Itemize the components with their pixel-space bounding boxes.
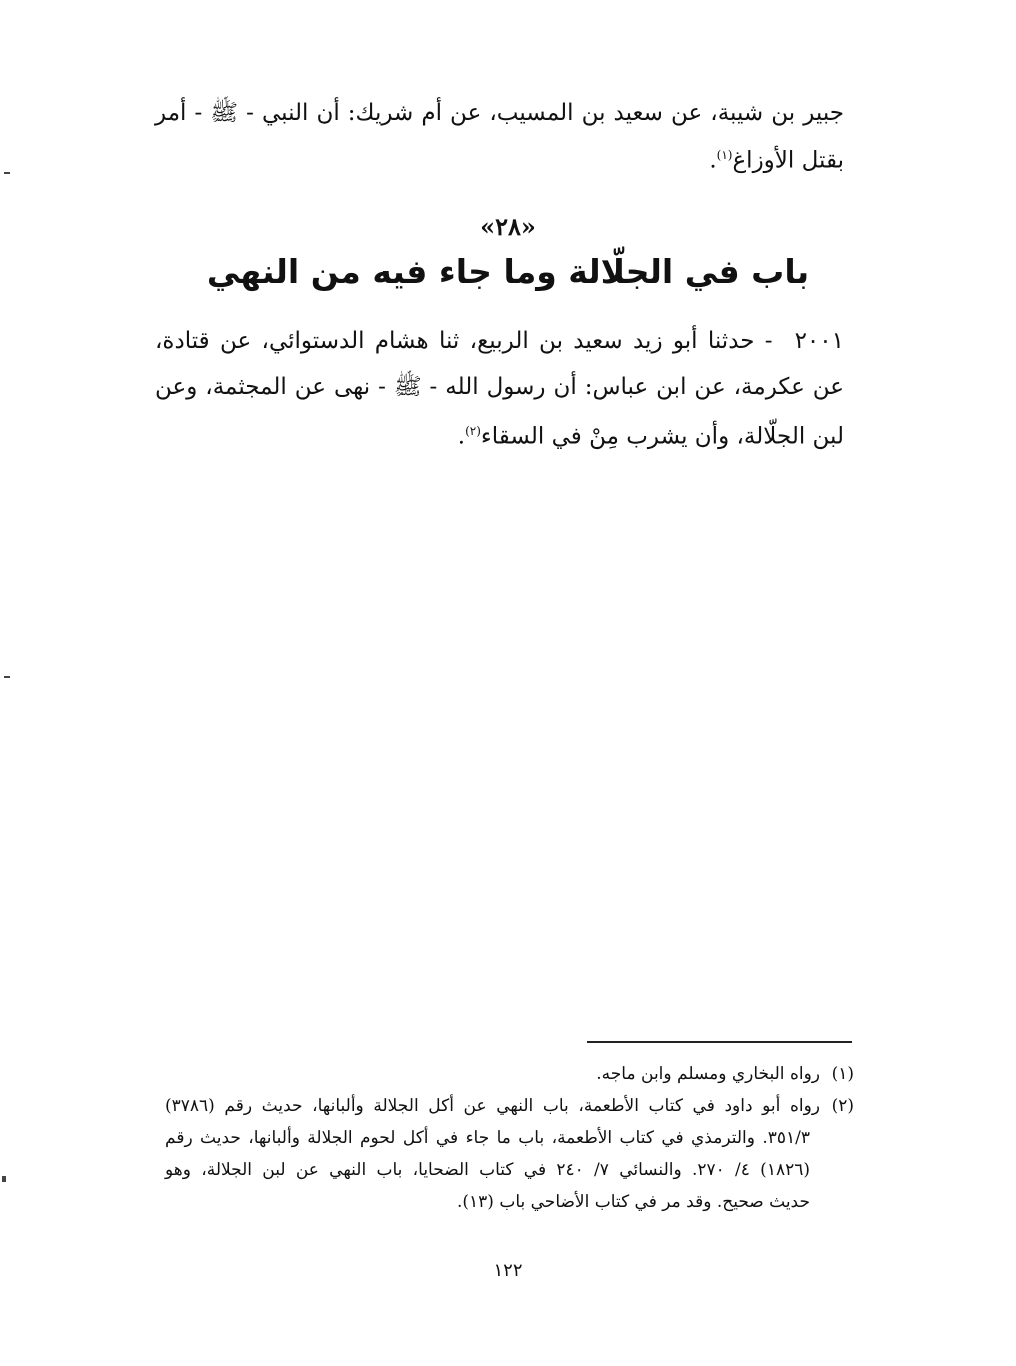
footnote-1-text: رواه البخاري ومسلم وابن ماجه. bbox=[596, 1064, 820, 1084]
footnote-separator bbox=[587, 1041, 852, 1043]
hadith-line-3: لبن الجلّالة، وأن يشرب مِنْ في السقاء$^{(٢)}$. bbox=[457, 423, 844, 450]
hadith-line-1: ٢٠٠١- حدثنا أبو زيد سعيد بن الربيع، ثنا هشام الدستوائي، عن قتادة، bbox=[155, 328, 844, 354]
hadith-line-2: عن عكرمة، عن ابن عباس: أن رسول الله - ﷺ - نهى عن المجثمة، وعن bbox=[155, 374, 844, 400]
scan-edge-mark bbox=[2, 1176, 6, 1182]
footnote-2-line-2: ٣٥١/٣. والترمذي في كتاب الأطعمة، باب ما جاء في أكل لحوم الجلالة وألبانها، حديث رقم bbox=[165, 1128, 810, 1148]
carryover-line-2: بقتل الأوزاغ$^{(١)}$. bbox=[709, 147, 844, 174]
footnote-1 bbox=[596, 1063, 854, 1085]
page-number: ١٢٢ bbox=[493, 1260, 523, 1281]
footnote-ref-2[interactable]: (٢) bbox=[465, 424, 481, 438]
footnote-2-line-1: (٢)رواه أبو داود في كتاب الأطعمة، باب النهي عن أكل الجلالة وألبانها، حديث رقم (٣٧٨٦) bbox=[165, 1096, 854, 1116]
footnote-2-line-3: (١٨٢٦) ٤/ ٢٧٠. والنسائي ٧/ ٢٤٠ في كتاب الضحايا، باب النهي عن لبن الجلالة، وهو bbox=[165, 1160, 810, 1180]
scan-edge-mark bbox=[4, 676, 10, 678]
scan-edge-mark bbox=[4, 172, 10, 174]
chapter-number: «٢٨» bbox=[480, 212, 536, 241]
carryover-line-1: جبير بن شيبة، عن سعيد بن المسيب، عن أم شريك: أن النبي - ﷺ - أمر bbox=[155, 100, 844, 126]
chapter-title: باب في الجلّالة وما جاء فيه من النهي bbox=[206, 252, 810, 291]
footnote-1-mark: (١) bbox=[831, 1064, 854, 1084]
footnote-2-line-4: حديث صحيح. وقد مر في كتاب الأضاحي باب (١٣). bbox=[456, 1192, 810, 1212]
footnote-ref-1[interactable]: (١) bbox=[716, 148, 733, 162]
footnote-2-mark: (٢) bbox=[831, 1096, 854, 1116]
hadith-number: ٢٠٠١ bbox=[794, 328, 844, 354]
